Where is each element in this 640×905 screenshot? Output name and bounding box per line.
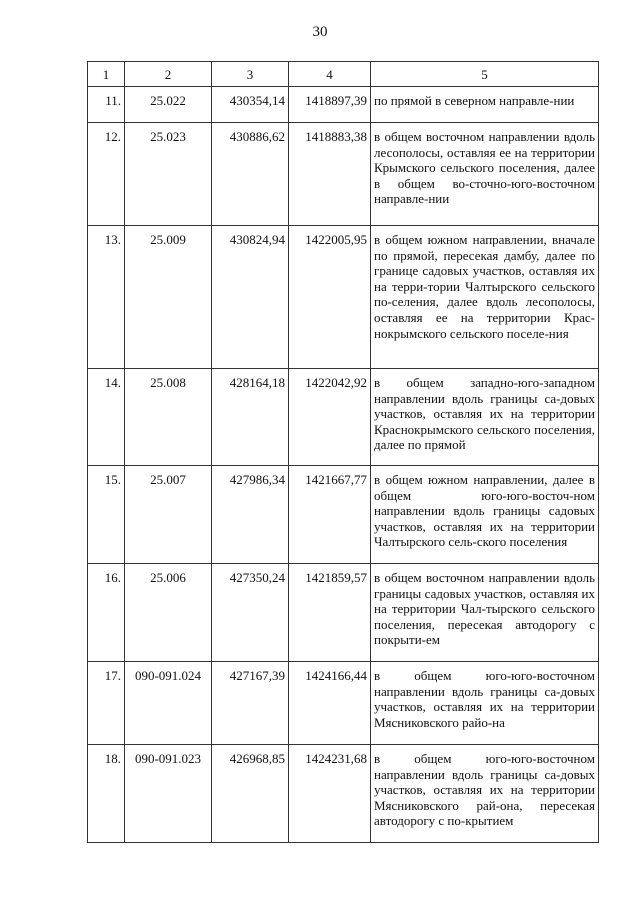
coord-x: 430886,62: [212, 123, 289, 226]
row-number: 12.: [88, 123, 125, 226]
table-row: [88, 662, 599, 745]
coord-x: 430824,94: [212, 226, 289, 369]
header-col-3: 3: [212, 62, 289, 87]
boundary-description: в общем южном направлении, далее в общем юго-юго-восточ-ном направлении вдоль границы садовых участков, оставляя их на территории Чалтырского сель-ского поселения: [371, 466, 599, 564]
point-id: 25.008: [125, 369, 212, 466]
coord-x: 428164,18: [212, 369, 289, 466]
boundary-description: в общем юго-юго-восточном направлении вдоль границы са-довых участков, оставляя их на территории Мясниковского рай-она, пересекая автодорогу с по-крытием: [371, 745, 599, 843]
coord-y: 1424166,44: [289, 662, 371, 745]
boundary-table: [87, 61, 599, 843]
row-number: 15.: [88, 466, 125, 564]
coord-x: 426968,85: [212, 745, 289, 843]
table-body: [88, 87, 599, 843]
row-number: 13.: [88, 226, 125, 369]
page-number: 30: [312, 24, 328, 40]
boundary-description: в общем западно-юго-западном направлении вдоль границы са-довых участков, оставляя их на территории Краснокрымского сельского поселения, далее по прямой: [371, 369, 599, 466]
table-header: [88, 62, 599, 87]
row-number: 17.: [88, 662, 125, 745]
table-row: [88, 564, 599, 662]
point-id: 25.009: [125, 226, 212, 369]
coord-x: 430354,14: [212, 87, 289, 123]
coord-y: 1422005,95: [289, 226, 371, 369]
coord-y: 1422042,92: [289, 369, 371, 466]
boundary-description: в общем южном направлении, вначале по прямой, пересекая дамбу, далее по границе садовых участков, оставляя их на терри-тории Чалтырского сельского по-селения, далее вдоль лесополосы, оставляя ее на территории Крас-нокрымского сельского поселе-ния: [371, 226, 599, 369]
table-row: [88, 87, 599, 123]
table-row: [88, 226, 599, 369]
table-row: [88, 369, 599, 466]
coord-y: 1418897,39: [289, 87, 371, 123]
table-row: [88, 745, 599, 843]
header-col-5: 5: [371, 62, 599, 87]
table-row: [88, 123, 599, 226]
coord-x: 427986,34: [212, 466, 289, 564]
point-id: 090-091.023: [125, 745, 212, 843]
boundary-description: в общем юго-юго-восточном направлении вдоль границы са-довых участков, оставляя их на территории Мясниковского райо-на: [371, 662, 599, 745]
coord-y: 1424231,68: [289, 745, 371, 843]
coord-x: 427167,39: [212, 662, 289, 745]
coord-x: 427350,24: [212, 564, 289, 662]
row-number: 18.: [88, 745, 125, 843]
coord-y: 1418883,38: [289, 123, 371, 226]
point-id: 25.023: [125, 123, 212, 226]
coord-y: 1421859,57: [289, 564, 371, 662]
header-col-1: 1: [88, 62, 125, 87]
coord-y: 1421667,77: [289, 466, 371, 564]
row-number: 14.: [88, 369, 125, 466]
row-number: 16.: [88, 564, 125, 662]
point-id: 25.006: [125, 564, 212, 662]
boundary-description: в общем восточном направлении вдоль лесополосы, оставляя ее на территории Крымского сельского поселения, далее в общем во-сточно-юго-восточном направле-нии: [371, 123, 599, 226]
boundary-description: по прямой в северном направле-нии: [371, 87, 599, 123]
row-number: 11.: [88, 87, 125, 123]
boundary-description: в общем восточном направлении вдоль границы садовых участков, оставляя их на территории Чал-тырского сельского поселения, пересекая автодорогу с покрыти-ем: [371, 564, 599, 662]
point-id: 25.007: [125, 466, 212, 564]
header-col-4: 4: [289, 62, 371, 87]
header-col-2: 2: [125, 62, 212, 87]
table-row: [88, 466, 599, 564]
header-row: [88, 62, 599, 87]
point-id: 090-091.024: [125, 662, 212, 745]
point-id: 25.022: [125, 87, 212, 123]
